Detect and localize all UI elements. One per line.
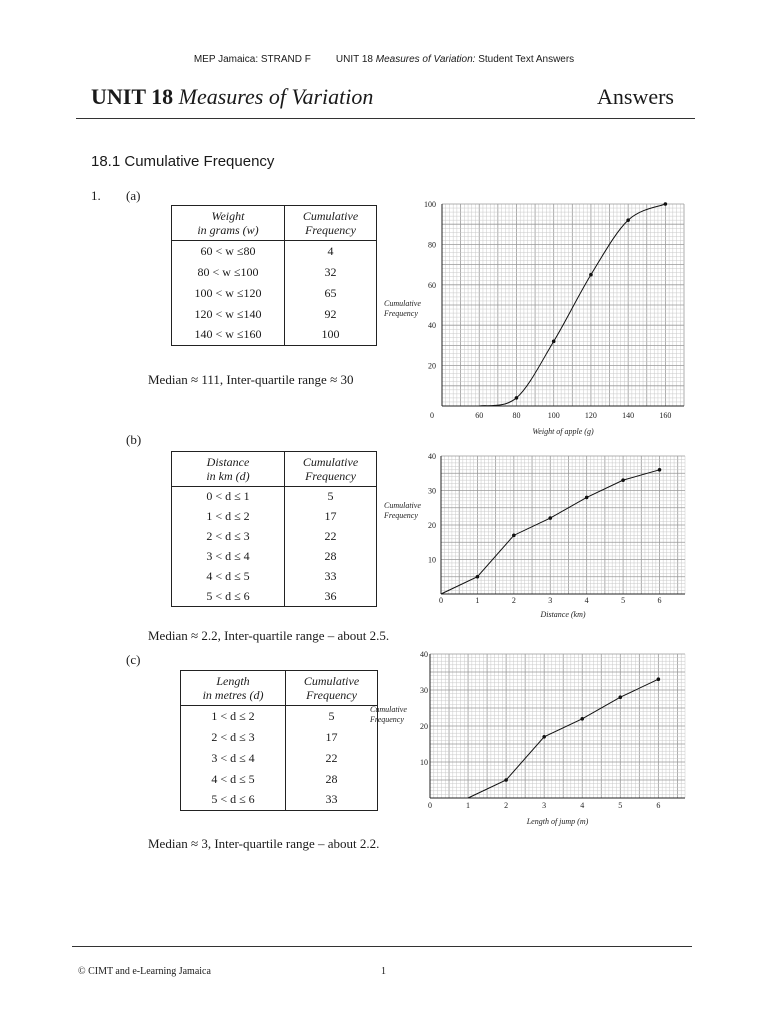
table-cell: 92 [324, 306, 337, 321]
x-tick-label: 3 [548, 596, 553, 605]
y-tick-label: 60 [428, 280, 436, 290]
chart-weight-of-apple [370, 196, 700, 440]
title-rule [76, 118, 695, 119]
table-cell: 4 [327, 243, 334, 258]
x-tick-label: 80 [512, 411, 521, 420]
table-cell: 100 [321, 327, 340, 342]
table-cell: 28 [325, 771, 338, 786]
x-tick-label: 2 [511, 596, 516, 605]
table-a-head2-line1: Cumulative [302, 209, 359, 223]
table-cell: 5 [328, 708, 335, 723]
footer-copyright: © CIMT and e-Learning Jamaica [78, 966, 211, 977]
x-tick-label: 1 [475, 596, 480, 605]
table-row [181, 706, 378, 727]
x-tick-label: 4 [584, 596, 589, 605]
data-point [476, 575, 480, 579]
table-cell: 140 < w ≤160 [172, 325, 285, 346]
x-axis-label: Distance (km) [540, 610, 586, 619]
table-c-head2-line2: Frequency [306, 688, 357, 702]
table-cell: 36 [324, 588, 337, 603]
table-cell: 2 < d ≤ 3 [181, 727, 286, 748]
x-tick-label: 140 [622, 411, 635, 420]
x-axis-label: Length of jump (m) [526, 817, 589, 826]
data-point [548, 516, 552, 520]
table-row [172, 283, 377, 304]
table-a-head2 [285, 206, 377, 241]
table-c-head1-line2: in metres (d) [202, 688, 264, 702]
data-point [621, 478, 625, 482]
data-point [504, 778, 508, 782]
data-point [580, 717, 584, 721]
table-cell: 65 [324, 285, 337, 300]
running-header [0, 54, 768, 65]
table-b-head2-line2: Frequency [305, 469, 356, 483]
page-title [91, 84, 373, 110]
part-a-answer: Median ≈ 111, Inter-quartile range ≈ 30 [148, 372, 354, 387]
table-b-head1-line1: Distance [206, 455, 250, 469]
title-topic: Measures of Variation [178, 84, 374, 109]
table-cell: 32 [324, 264, 337, 279]
y-tick-label: 20 [420, 722, 428, 731]
table-cell: 22 [325, 750, 338, 765]
data-point [618, 695, 622, 699]
x-tick-label: 60 [475, 411, 484, 420]
y-tick-label: 20 [428, 521, 436, 530]
table-cell: 22 [324, 529, 337, 543]
y-axis-label: Cumulative [384, 299, 421, 308]
x-tick-label: 6 [657, 596, 662, 605]
data-point [542, 735, 546, 739]
table-b-head1-line2: in km (d) [206, 469, 250, 483]
table-cell: 17 [324, 509, 337, 523]
table-row [172, 262, 377, 283]
table-cell: 33 [324, 569, 337, 583]
y-tick-label: 30 [420, 686, 428, 695]
y-tick-label: 10 [428, 555, 436, 565]
x-tick-label: 6 [656, 801, 661, 810]
x-tick-label: 120 [584, 411, 597, 420]
y-axis-label: Cumulative [384, 501, 421, 510]
y-tick-label: 10 [420, 758, 428, 767]
chart-grid [442, 204, 684, 406]
x-tick-label: 2 [504, 801, 509, 810]
table-row [172, 487, 377, 507]
table-row [181, 769, 378, 790]
header-strand: MEP Jamaica: STRAND F [193, 54, 311, 65]
part-c-answer: Median ≈ 3, Inter-quartile range – about 2.2. [148, 836, 380, 851]
y-tick-label: 100 [424, 200, 436, 209]
table-c [180, 670, 378, 811]
x-tick-label: 5 [621, 596, 626, 605]
y-axis-label: Frequency [384, 511, 418, 520]
table-cell: 5 [327, 489, 334, 504]
table-row [181, 790, 378, 811]
part-c-label: (c) [126, 652, 141, 667]
table-row [181, 727, 378, 748]
data-point [626, 218, 630, 222]
table-a-head1-line1: Weight [211, 209, 245, 223]
y-tick-label: 40 [428, 321, 436, 331]
table-row [172, 547, 377, 567]
title-answers: Answers [597, 84, 674, 109]
table-b-head2-line1: Cumulative [302, 455, 359, 469]
question-number: 1. [91, 188, 101, 203]
data-point [657, 677, 661, 681]
y-axis-label: Frequency [370, 715, 404, 724]
y-tick-label: 80 [428, 240, 436, 250]
table-cell: 100 < w ≤120 [172, 283, 285, 304]
x-tick-label: 1 [466, 801, 471, 810]
table-a-head1-line2: in grams (w) [197, 223, 259, 237]
chart-grid [430, 654, 685, 798]
table-cell: 120 < w ≤140 [172, 304, 285, 325]
section-title: 18.1 Cumulative Frequency [91, 153, 275, 170]
header-suffix: Student Text Answers [478, 54, 575, 65]
table-cell: 2 < d ≤ 3 [172, 527, 285, 547]
y-tick-label: 40 [420, 650, 428, 659]
table-cell: 17 [325, 729, 338, 744]
y-tick-label: 40 [428, 452, 436, 461]
table-row [172, 527, 377, 547]
table-row [172, 241, 377, 262]
data-point [585, 496, 589, 500]
x-tick-label: 0 [428, 801, 432, 810]
table-row [172, 567, 377, 587]
table-row [172, 507, 377, 527]
data-point [515, 396, 519, 400]
table-row [181, 748, 378, 769]
table-row [172, 304, 377, 325]
part-a-label: (a) [126, 188, 141, 203]
table-cell: 28 [324, 549, 337, 563]
y-axis-label: Frequency [384, 309, 418, 318]
x-axis-label: Weight of apple (g) [532, 427, 594, 436]
y-tick-label: 20 [428, 361, 436, 371]
table-cell: 60 < w ≤80 [172, 241, 285, 262]
data-point [658, 468, 662, 472]
table-b [171, 451, 377, 607]
y-tick-label: 30 [428, 486, 436, 496]
table-cell: 5 < d ≤ 6 [181, 790, 286, 811]
table-a-head2-line2: Frequency [305, 223, 356, 237]
x-tick-label: 0 [430, 411, 434, 420]
y-axis-label: Cumulative [370, 705, 407, 714]
footer-rule [72, 946, 692, 947]
table-b-head1 [172, 452, 285, 487]
table-cell: 80 < w ≤100 [172, 262, 285, 283]
x-tick-label: 0 [439, 596, 443, 605]
x-tick-label: 5 [618, 801, 623, 810]
table-a-head1 [172, 206, 285, 241]
table-cell: 1 < d ≤ 2 [181, 706, 286, 727]
table-c-head1-line1: Length [216, 674, 250, 688]
table-c-head1 [181, 671, 286, 706]
data-point [664, 202, 668, 206]
part-b-label: (b) [126, 432, 142, 447]
chart-distance [370, 448, 700, 624]
chart-length-of-jump [360, 646, 700, 830]
table-c-head2-line1: Cumulative [303, 674, 360, 688]
data-point [552, 340, 556, 344]
table-row [172, 587, 377, 607]
table-b-head2 [285, 452, 377, 487]
part-b-answer: Median ≈ 2.2, Inter-quartile range – about 2.5. [148, 628, 390, 643]
table-cell: 5 < d ≤ 6 [172, 587, 285, 607]
x-tick-label: 160 [659, 411, 672, 420]
table-cell: 4 < d ≤ 5 [181, 769, 286, 790]
table-cell: 4 < d ≤ 5 [172, 567, 285, 587]
table-a [171, 205, 377, 346]
x-tick-label: 3 [542, 801, 547, 810]
chart-grid [441, 456, 685, 594]
title-unit: UNIT 18 [91, 84, 174, 109]
table-cell: 33 [325, 792, 338, 807]
header-unit: UNIT 18 [335, 54, 373, 65]
x-tick-label: 4 [580, 801, 585, 810]
header-unit-topic: Measures of Variation: [375, 54, 476, 65]
page-number: 1 [381, 966, 386, 977]
table-cell: 3 < d ≤ 4 [181, 748, 286, 769]
data-point [589, 273, 593, 277]
table-cell: 0 < d ≤ 1 [172, 487, 285, 507]
x-tick-label: 100 [547, 411, 560, 420]
table-cell: 3 < d ≤ 4 [172, 547, 285, 567]
data-point [512, 534, 516, 538]
table-cell: 1 < d ≤ 2 [172, 507, 285, 527]
table-row [172, 325, 377, 346]
